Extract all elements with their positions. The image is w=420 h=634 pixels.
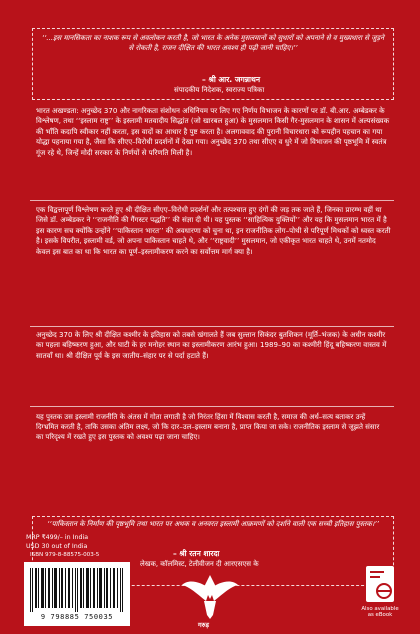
ebook-availability	[352, 606, 408, 619]
divider-2	[30, 326, 394, 327]
bottom-quote-text: ‘‘पाकिस्तान के निर्माण की पृष्ठभूमि तथा भारत पर अथक व अनवरत इस्लामी आक्रमणों को दर्शाने वाली एक सच्ची इतिहास पुस्तक।’’	[47, 520, 379, 528]
ebook-line-2: as eBook	[367, 612, 393, 619]
paragraph-1: भारत अखण्डता: अनुच्छेद 370 और नागरिकता संशोधन अधिनियम पर लिए गए निर्णय विभाजन के कारणों पर डॉ. बी.आर. अम्बेडकर के विश्लेषण, तथा ‘‘इस्लाम राष्ट्र’’ के इस्लामी मतवादीय सिद्धांत (जो खारबल हुआ) के मुसलमान किसी गैर-मुसलमान के शासन में अल्पसंख्यक की भाँति कदापि स्वीकार नहीं करता, इस वादों का आधार है पुष्ट करता है। अलगाववाद की पुरानी विचारधारा को रूपहीन पहचान का गया योद्धा पहनाया गया है, जैसा कि सीएए–विरोधी प्रदर्शनों में देखा गया। अनुच्छेद 370 तथा सीएए व धुरे में जो विभाजन की पृष्ठभूमि में स्वतंत्र गूंज रहे थे, जिन्हें मोदी सरकार के निर्णयों से परिणति मिली है।	[36, 106, 390, 157]
isbn-label: ISBN 979-8-88575-003-5	[30, 552, 100, 558]
divider-3	[30, 406, 394, 407]
top-quote-author: – श्री आर. जगन्नाथन	[202, 75, 261, 84]
ebook-icon	[364, 564, 396, 604]
barcode-graphic	[28, 568, 126, 612]
paragraph-3: अनुच्छेद 370 के लिए श्री दीक्षित कश्मीर के इतिहास को तबसे खंगालते हैं जब सुल्तान सिकंदर बुतशिकन (मूर्ति–भंजक) के अधीन कश्मीर का पहला बहिष्करण हुआ, और घाटी के हर मनोहर स्थान का इस्लामीकरण आरंभ हुआ। 1989–90 का कश्मीरी हिंदू बहिष्करण वास्तव में सातवाँ था। श्री दीक्षित पूर्व के इस जातीय–संहार पर से पर्दा हटाते हैं।	[36, 330, 387, 360]
price-india: MRP ₹499/– in India	[26, 534, 89, 541]
barcode-digits: 9 798885 750035	[40, 613, 114, 621]
top-quote-author-role: संपादकीय निदेशक, स्वराज्य पत्रिका	[174, 86, 265, 94]
publisher-logo-icon	[180, 571, 240, 621]
paragraph-2: एक विद्वत्तापूर्ण विश्लेषण करते हुए श्री दीक्षित सीएए–विरोधी प्रदर्शनों और तत्पश्चात हुए दंगों की जड़ तक जाते हैं, जिनका प्रारम्भ वहीं था जिसे डॉ. अम्बेडकर ने ‘‘राजनीति की गैंगस्टर पद्धति’’ की संज्ञा दी थी। यह पुस्तक ‘‘साहित्यिक युक्तियों’’ और यह कि मुसलमान भारत में है इस कारण सच क्योंकि उन्होंने ‘‘पाकिस्तान भारत’’ की अवधारणा को चुना था, इन राजनीतिक लोग–पोथी से परिपूर्ण मिथकों को ध्वस्त करती है। इसके विपरीत, इस्लामी वर्ड, जो अपना पाकिस्तान चाहते थे, और ‘‘राष्ट्रवादी’’ मुसलमान, जो एकीकृत भारत चाहते थे, उनमें नतमोद केवल इस बात का था कि भारत का पूर्ण–इस्लामीकरण करने का सर्वोत्तम मार्ग क्या है।	[36, 205, 391, 256]
price-info	[26, 534, 88, 551]
publisher-name: गरुड़	[198, 621, 210, 629]
bottom-quote-author-role: लेखक, कॉलमिस्ट, टेलीवीजन दी आरएसएस के	[140, 560, 259, 568]
ebook-line-1: Also available	[361, 606, 399, 612]
barcode-panel	[24, 562, 130, 626]
divider-1	[30, 200, 394, 201]
bottom-quote-author: – श्री रतन शारदा	[173, 549, 220, 558]
top-quote-text: ‘‘...इस मानसिकता का नाशक रूप से अवलोकन करती है, जो भारत के अनेक मुसलमानों को सुधारों को अपनाने से व मुख्यधारा से जुड़ने से रोकती है, राजन दीक्षित की भारत अवश्य ही पढ़ी जानी चाहिए।’’	[41, 34, 385, 53]
paragraph-4: यह पुस्तक उस इस्लामी राजनीति के अंतस में गोता लगाती है जो निरंतर हिंसा में विश्वास करती है, समाज की अर्ध–सत्य बताकर उन्हें दिग्भ्रमित करती है, ताकि उसका अंतिम लक्ष्य, जो कि दार–उल–इस्लाम बनाना है, प्राप्त किया जा सके। राजनीतिक इस्लाम से जूझते संसार का परिदृश्य में रखते हुए इस पुस्तक को अवश्य पढ़ा जाना चाहिए।	[36, 413, 380, 442]
price-abroad: USD 30 out of India	[26, 542, 88, 550]
